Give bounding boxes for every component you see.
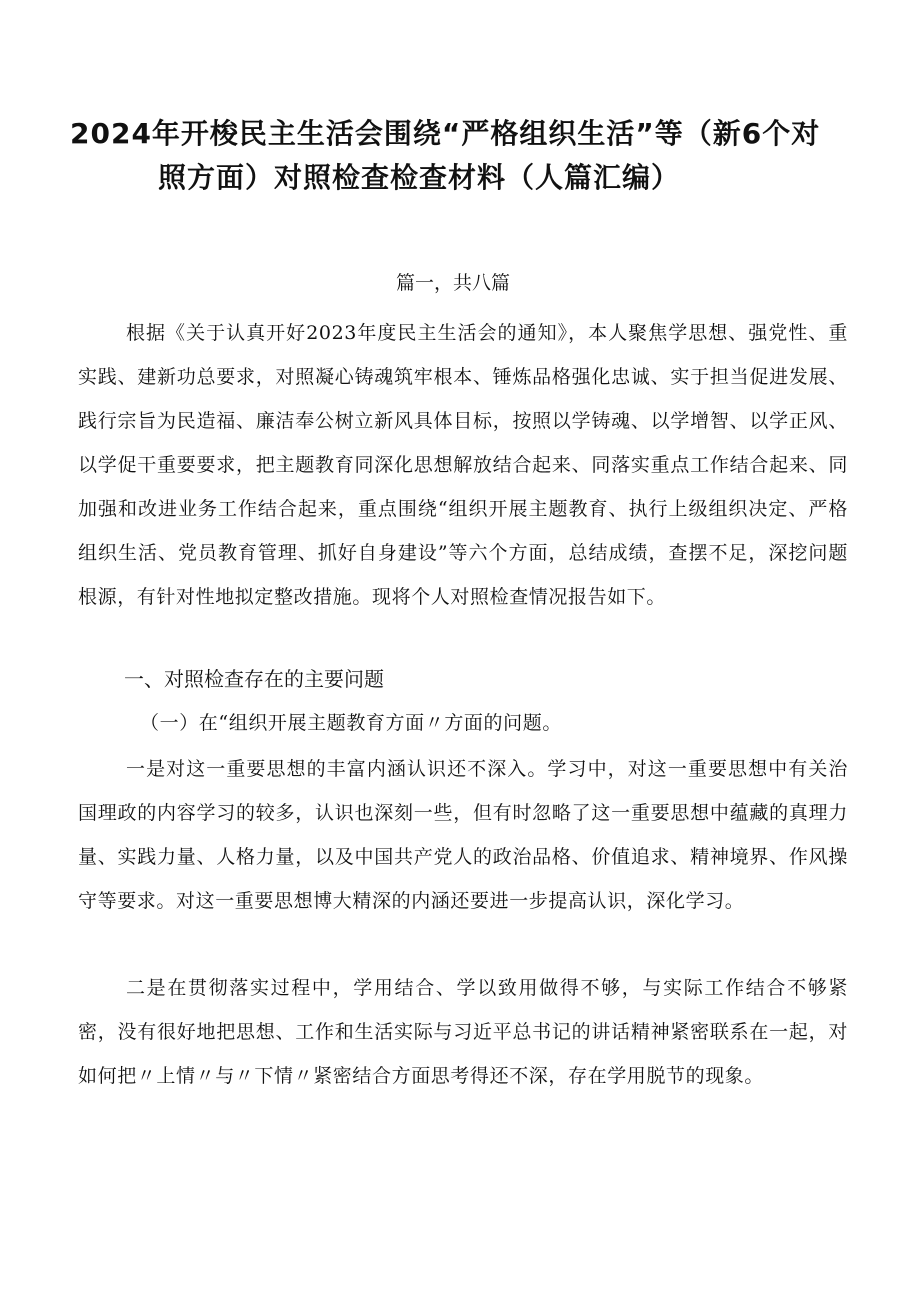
intro-paragraph: 根据《关于认真开好2023年度民主生活会的通知》，本人聚焦学思想、强党性、重实践、建新功总要求，对照凝心铸魂筑牢根本、锤炼品格强化忠诚、实于担当促进发展、践行宗旨为民造福、廉洁奉公树立新风具体目标，按照以学铸魂、以学增智、以学正风、以学促干重要要求，把主题教育同深化思想解放结合起来、同落实重点工作结合起来、同加强和改进业务工作结合起来，重点围绕“组织开展主题教育、执行上级组织决定、严格组织生活、党员教育管理、抓好自身建设”等六个方面，总结成绩，查摆不足，深挖问题根源，有针对性地拟定整改措施。现将个人对照检查情况报告如下。 bbox=[78, 322, 848, 608]
heading-main-problems: 一、对照检查存在的主要问题 bbox=[124, 667, 384, 691]
subheading-1: （一）在“组织开展主题教育方面〃方面的问题。 bbox=[140, 712, 562, 734]
title-line-2: 照方面）对照检查检查材料（人篇汇编） bbox=[158, 161, 681, 194]
point-1-paragraph: 一是对这一重要思想的丰富内涵认识还不深入。学习中，对这一重要思想中有关治国理政的内容学习的较多，认识也深刻一些，但有时忽略了这一重要思想中蕴藏的真理力量、实践力量、人格力量，以及中国共产党人的政治品格、价值追求、精神境界、作风操守等要求。对这一重要思想博大精深的内涵还要进一步提高认识，深化学习。 bbox=[78, 758, 848, 912]
title-line-1: 2024年开梭民主生活会围绕“严格组织生活”等（新6个对 bbox=[70, 117, 821, 150]
document-title bbox=[70, 112, 860, 200]
point-2-paragraph: 二是在贯彻落实过程中，学用结合、学以致用做得不够，与实际工作结合不够紧密，没有很好地把思想、工作和生活实际与习近平总书记的讲话精神紧密联系在一起，对如何把〃上情〃与〃下情〃紧密结合方面思考得还不深，存在学用脱节的现象。 bbox=[78, 977, 848, 1087]
section-heading: 篇一，共八篇 bbox=[396, 272, 511, 294]
